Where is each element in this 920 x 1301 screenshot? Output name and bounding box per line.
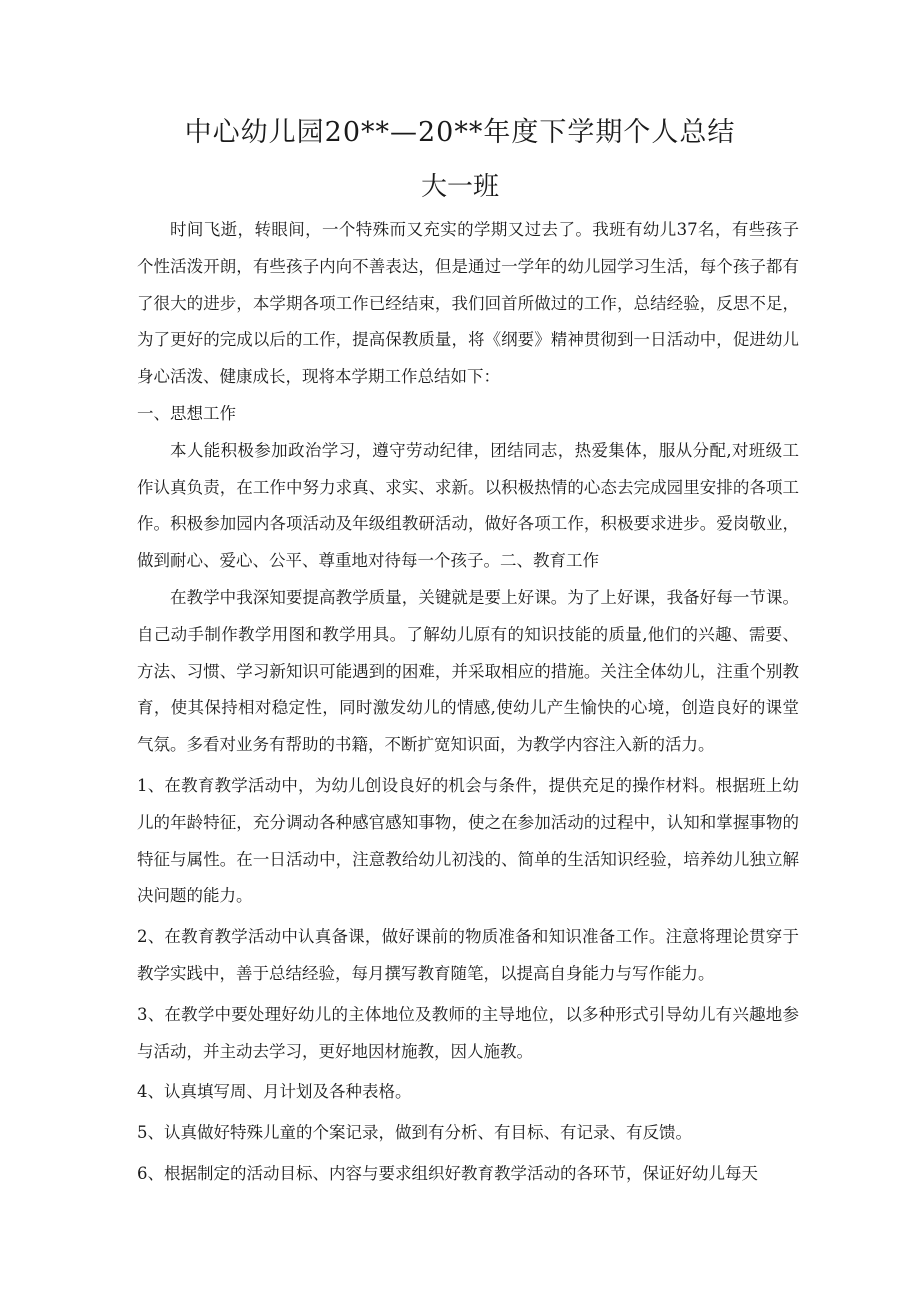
- list-item: 6、根据制定的活动目标、内容与要求组织好教育教学活动的各环节，保证好幼儿每天: [137, 1163, 758, 1183]
- list-item: 1、在教育教学活动中，为幼儿创设良好的机会与条件，提供充足的操作材料。根据班上幼儿的年龄特征，充分调动各种感官感知事物，使之在参加活动的过程中，认知和掌握事物的特征与属性。在一日活动中，注意教给幼儿初浅的、简单的生活知识经验，培养幼儿独立解决问题的能力。: [137, 775, 799, 906]
- list-item: 2、在教育教学活动中认真备课，做好课前的物质准备和知识准备工作。注意将理论贯穿于教学实践中，善于总结经验，每月撰写教育随笔，以提高自身能力与写作能力。: [137, 927, 799, 983]
- list-item: 3、在教学中要处理好幼儿的主体地位及教师的主导地位，以多种形式引导幼儿有兴趣地参与活动，并主动去学习，更好地因材施教，因人施教。: [137, 1004, 799, 1061]
- document-body: [137, 212, 799, 1193]
- list-item: 4、认真填写周、月计划及各种表格。: [137, 1082, 412, 1102]
- section-heading-thought: 一、思想工作: [137, 403, 236, 423]
- document-subtitle: 大一班: [420, 172, 499, 202]
- document-title: 中心幼儿园20**—20**年度下学期个人总结: [184, 117, 736, 148]
- intro-paragraph: 时间飞逝，转眼间，一个特殊而又充实的学期又过去了。我班有幼儿37名，有些孩子个性活泼开朗，有些孩子内向不善表达，但是通过一学年的幼儿园学习生活，每个孩子都有了很大的进步，本学期各项工作已经结束，我们回首所做过的工作，总结经验，反思不足，为了更好的完成以后的工作，提高保教质量，将《纲要》精神贯彻到一日活动中，促进幼儿身心活泼、健康成长，现将本学期工作总结如下：: [137, 220, 799, 387]
- section-education-paragraph: 在教学中我深知要提高教学质量，关键就是要上好课。为了上好课，我备好每一节课。自己动手制作教学用图和教学用具。了解幼儿原有的知识技能的质量,他们的兴趣、需要、方法、习惯、学习新知识可能遇到的困难，并采取相应的措施。关注全体幼儿，注重个别教育，使其保持相对稳定性，同时激发幼儿的情感,使幼儿产生愉快的心境，创造良好的课堂气氛。多看对业务有帮助的书籍，不断扩宽知识面，为教学内容注入新的活力。: [137, 587, 799, 755]
- section-thought-paragraph: 本人能积极参加政治学习，遵守劳动纪律，团结同志，热爱集体，服从分配,对班级工作认真负责，在工作中努力求真、求实、求新。以积极热情的心态去完成园里安排的各项工作。积极参加园内各项活动及年级组教研活动，做好各项工作，积极要求进步。爱岗敬业，做到耐心、爱心、公平、尊重地对待每一个孩子。二、教育工作: [137, 440, 799, 571]
- list-item: 5、认真做好特殊儿童的个案记录，做到有分析、有目标、有记录、有反馈。: [137, 1123, 692, 1143]
